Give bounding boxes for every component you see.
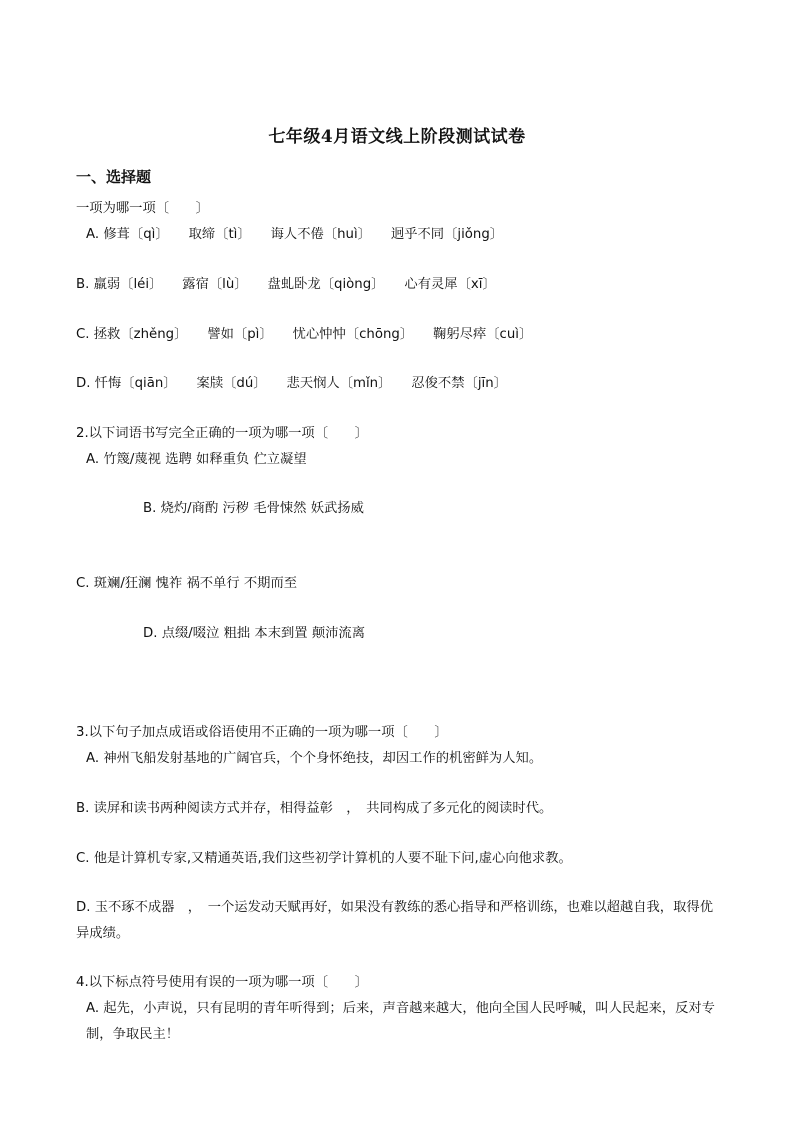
question-2-option-c: C. 斑斓/狂澜 愧祚 祸不单行 不期而至 (76, 576, 298, 591)
question-1-option-d: D. 忏悔〔qiān〕 案牍〔dú〕 悲天悯人〔mǐn〕 忍俊不禁〔jīn〕 (76, 376, 507, 391)
question-3-option-b: B. 读屏和读书两种阅读方式并存，相得益彰 ， 共同构成了多元化的阅读时代。 (76, 801, 553, 816)
question-2-option-b: B. 烧灼/商酌 污秽 毛骨悚然 妖武扬威 (143, 501, 364, 516)
page-title: 七年级4月语文线上阶段测试试卷 (268, 127, 526, 147)
question-3-stem: 3.以下句子加点成语或俗语使用不正确的一项为哪一项〔 〕 (76, 725, 448, 740)
question-3-option-d: D. 玉不琢不成器 ， 一个运发动天赋再好，如果没有教练的悉心指导和严格训练，也难以超越自我，取得优异成绩。 (76, 900, 713, 941)
question-2-option-d: D. 点缀/啜泣 粗拙 本末到置 颠沛流离 (143, 626, 366, 641)
question-3-option-c: C. 他是计算机专家,又精通英语,我们这些初学计算机的人要不耻下问,虚心向他求教。 (76, 851, 572, 866)
question-1-option-a: A. 修葺〔qì〕 取缔〔tì〕 诲人不倦〔huì〕 迥乎不同〔jiǒng〕 (86, 227, 504, 242)
question-1-stem: 一项为哪一项〔 〕 (76, 201, 209, 216)
question-2-stem: 2.以下词语书写完全正确的一项为哪一项〔 〕 (76, 426, 368, 441)
section-heading: 一、选择题 (76, 168, 152, 186)
question-1-option-b: B. 羸弱〔léi〕 露宿〔lù〕 盘虬卧龙〔qiòng〕 心有灵犀〔xī〕 (76, 277, 496, 292)
question-4-option-a: A. 起先，小声说，只有昆明的青年听得到；后来，声音越来越大，他向全国人民呼喊，叫人民起来，反对专制，争取民主！ (86, 1001, 715, 1042)
question-3-option-a: A. 神州飞船发射基地的广阔官兵，个个身怀绝技，却因工作的机密鲜为人知。 (86, 751, 543, 766)
question-4-stem: 4.以下标点符号使用有误的一项为哪一项〔 〕 (76, 975, 368, 990)
question-1-option-c: C. 拯救〔zhěng〕 譬如〔pì〕 忧心忡忡〔chōng〕 鞠躬尽瘁〔cuì〕 (76, 327, 533, 342)
question-2-option-a: A. 竹篾/蔑视 选聘 如释重负 伫立凝望 (86, 452, 307, 467)
